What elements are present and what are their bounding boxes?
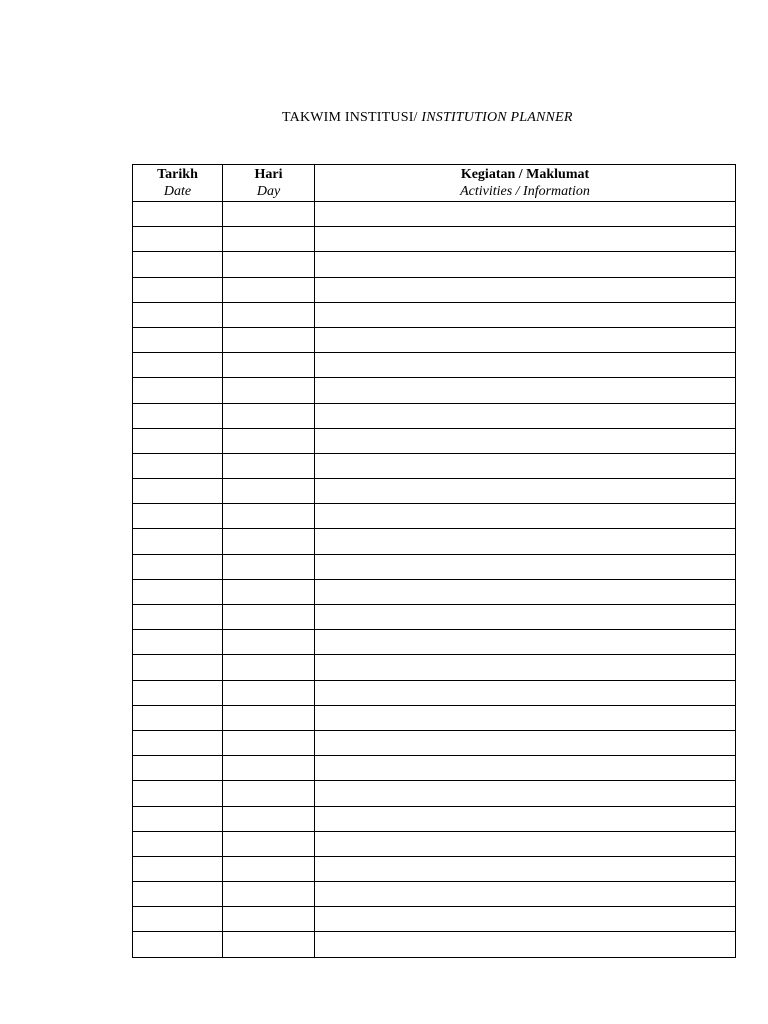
day-cell[interactable] <box>223 907 315 932</box>
date-cell[interactable] <box>133 932 223 957</box>
column-header-sublabel: Activities / Information <box>460 184 590 199</box>
table-row <box>133 605 736 630</box>
activity-cell[interactable] <box>315 630 736 655</box>
table-row <box>133 378 736 403</box>
table-row <box>133 403 736 428</box>
table-row <box>133 504 736 529</box>
day-cell[interactable] <box>223 680 315 705</box>
date-cell[interactable] <box>133 428 223 453</box>
table-row <box>133 932 736 957</box>
day-cell[interactable] <box>223 806 315 831</box>
table-row <box>133 353 736 378</box>
day-cell[interactable] <box>223 705 315 730</box>
title-main: TAKWIM INSTITUSI/ <box>282 110 418 125</box>
date-cell[interactable] <box>133 907 223 932</box>
date-cell[interactable] <box>133 705 223 730</box>
table-row <box>133 277 736 302</box>
table-row <box>133 806 736 831</box>
column-header-date <box>133 165 223 202</box>
date-cell[interactable] <box>133 202 223 227</box>
day-cell[interactable] <box>223 227 315 252</box>
activity-cell[interactable] <box>315 479 736 504</box>
date-cell[interactable] <box>133 252 223 277</box>
date-cell[interactable] <box>133 554 223 579</box>
date-cell[interactable] <box>133 781 223 806</box>
day-cell[interactable] <box>223 428 315 453</box>
day-cell[interactable] <box>223 756 315 781</box>
date-cell[interactable] <box>133 327 223 352</box>
activity-cell[interactable] <box>315 605 736 630</box>
date-cell[interactable] <box>133 378 223 403</box>
date-cell[interactable] <box>133 680 223 705</box>
date-cell[interactable] <box>133 756 223 781</box>
activity-cell[interactable] <box>315 806 736 831</box>
date-cell[interactable] <box>133 831 223 856</box>
day-cell[interactable] <box>223 630 315 655</box>
table-row <box>133 630 736 655</box>
date-cell[interactable] <box>133 479 223 504</box>
date-cell[interactable] <box>133 302 223 327</box>
planner-body <box>133 202 736 958</box>
day-cell[interactable] <box>223 453 315 478</box>
table-row <box>133 655 736 680</box>
date-cell[interactable] <box>133 730 223 755</box>
column-header-label: Hari <box>254 167 283 182</box>
day-cell[interactable] <box>223 605 315 630</box>
table-row <box>133 705 736 730</box>
day-cell[interactable] <box>223 504 315 529</box>
activity-cell[interactable] <box>315 202 736 227</box>
day-cell[interactable] <box>223 730 315 755</box>
day-cell[interactable] <box>223 579 315 604</box>
date-cell[interactable] <box>133 453 223 478</box>
activity-cell[interactable] <box>315 403 736 428</box>
table-row <box>133 907 736 932</box>
column-header-activities <box>315 165 736 202</box>
date-cell[interactable] <box>133 579 223 604</box>
date-cell[interactable] <box>133 504 223 529</box>
page-title <box>282 110 573 126</box>
table-row <box>133 428 736 453</box>
table-row <box>133 202 736 227</box>
date-cell[interactable] <box>133 227 223 252</box>
table-row <box>133 730 736 755</box>
header-row <box>133 165 736 202</box>
table-row <box>133 781 736 806</box>
date-cell[interactable] <box>133 529 223 554</box>
day-cell[interactable] <box>223 831 315 856</box>
activity-cell[interactable] <box>315 680 736 705</box>
day-cell[interactable] <box>223 856 315 881</box>
activity-cell[interactable] <box>315 252 736 277</box>
date-cell[interactable] <box>133 856 223 881</box>
date-cell[interactable] <box>133 605 223 630</box>
day-cell[interactable] <box>223 302 315 327</box>
activity-cell[interactable] <box>315 856 736 881</box>
day-cell[interactable] <box>223 932 315 957</box>
activity-cell[interactable] <box>315 504 736 529</box>
column-header-label: Kegiatan / Maklumat <box>460 167 590 182</box>
table-row <box>133 856 736 881</box>
table-row <box>133 453 736 478</box>
activity-cell[interactable] <box>315 227 736 252</box>
column-header-sublabel: Day <box>256 184 281 199</box>
date-cell[interactable] <box>133 277 223 302</box>
day-cell[interactable] <box>223 781 315 806</box>
date-cell[interactable] <box>133 403 223 428</box>
activity-cell[interactable] <box>315 756 736 781</box>
activity-cell[interactable] <box>315 730 736 755</box>
activity-cell[interactable] <box>315 781 736 806</box>
day-cell[interactable] <box>223 378 315 403</box>
table-row <box>133 882 736 907</box>
column-header-label: Tarikh <box>157 167 198 182</box>
table-row <box>133 327 736 352</box>
table-row <box>133 554 736 579</box>
activity-cell[interactable] <box>315 529 736 554</box>
table-row <box>133 302 736 327</box>
column-header-day <box>223 165 315 202</box>
day-cell[interactable] <box>223 327 315 352</box>
activity-cell[interactable] <box>315 302 736 327</box>
table-row <box>133 579 736 604</box>
column-header-sublabel: Date <box>163 184 192 199</box>
day-cell[interactable] <box>223 277 315 302</box>
activity-cell[interactable] <box>315 882 736 907</box>
activity-cell[interactable] <box>315 554 736 579</box>
table-row <box>133 227 736 252</box>
day-cell[interactable] <box>223 403 315 428</box>
day-cell[interactable] <box>223 554 315 579</box>
activity-cell[interactable] <box>315 831 736 856</box>
table-row <box>133 756 736 781</box>
day-cell[interactable] <box>223 479 315 504</box>
day-cell[interactable] <box>223 353 315 378</box>
day-cell[interactable] <box>223 529 315 554</box>
table-row <box>133 831 736 856</box>
day-cell[interactable] <box>223 202 315 227</box>
activity-cell[interactable] <box>315 353 736 378</box>
activity-cell[interactable] <box>315 907 736 932</box>
table-row <box>133 680 736 705</box>
activity-cell[interactable] <box>315 705 736 730</box>
activity-cell[interactable] <box>315 428 736 453</box>
date-cell[interactable] <box>133 806 223 831</box>
planner-table <box>132 164 736 958</box>
date-cell[interactable] <box>133 353 223 378</box>
activity-cell[interactable] <box>315 655 736 680</box>
day-cell[interactable] <box>223 252 315 277</box>
activity-cell[interactable] <box>315 378 736 403</box>
table-row <box>133 479 736 504</box>
date-cell[interactable] <box>133 630 223 655</box>
date-cell[interactable] <box>133 655 223 680</box>
activity-cell[interactable] <box>315 453 736 478</box>
day-cell[interactable] <box>223 655 315 680</box>
title-italic: INSTITUTION PLANNER <box>417 110 573 125</box>
activity-cell[interactable] <box>315 277 736 302</box>
activity-cell[interactable] <box>315 579 736 604</box>
table-row <box>133 529 736 554</box>
day-cell[interactable] <box>223 882 315 907</box>
table-row <box>133 252 736 277</box>
date-cell[interactable] <box>133 882 223 907</box>
activity-cell[interactable] <box>315 932 736 957</box>
activity-cell[interactable] <box>315 327 736 352</box>
